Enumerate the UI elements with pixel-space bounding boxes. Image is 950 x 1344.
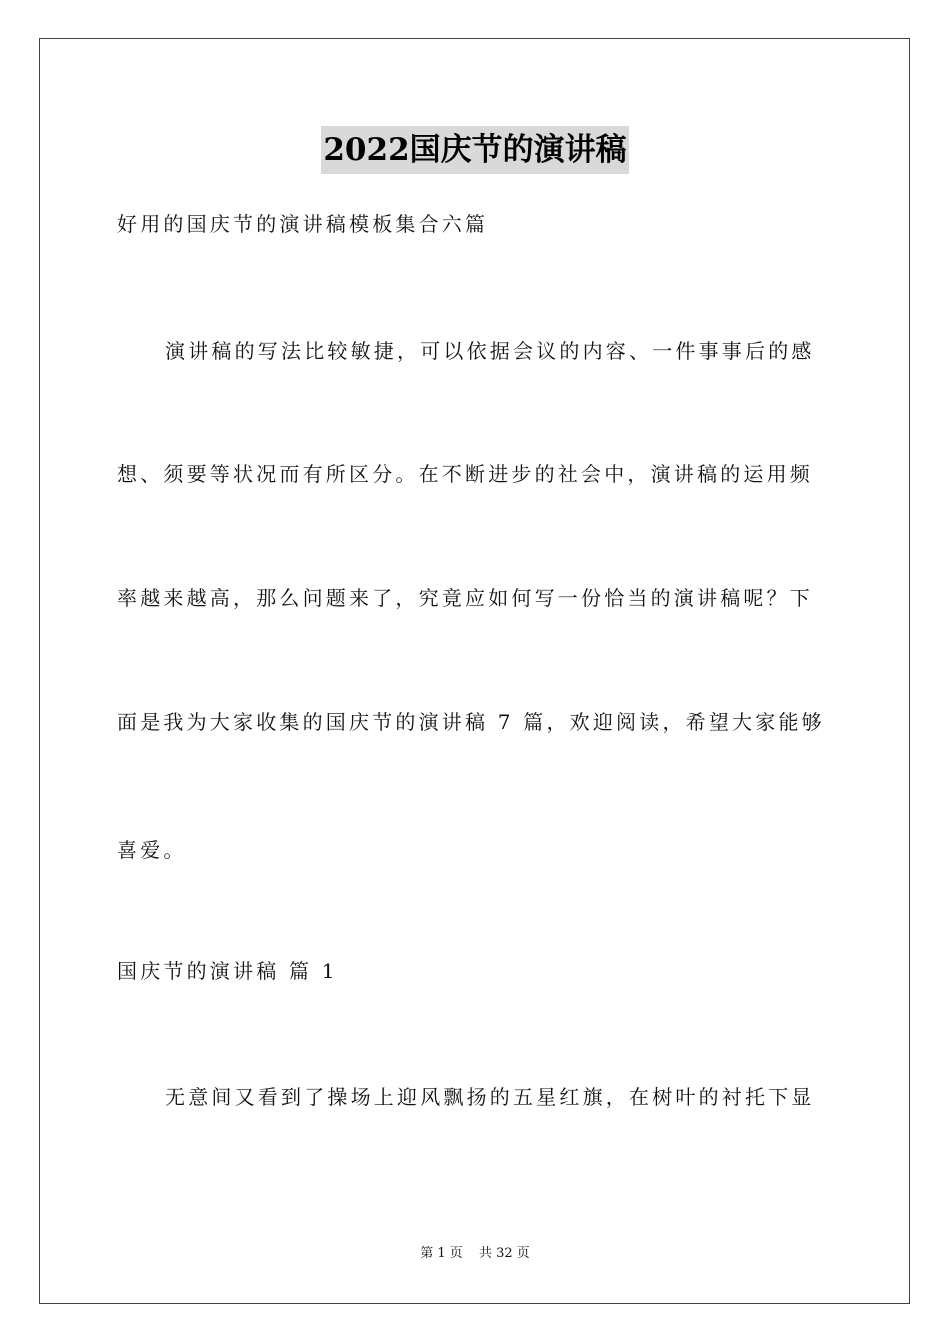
page-number-total: 共 32 页 <box>478 1246 530 1261</box>
intro-line-5: 喜爱。 <box>117 838 187 862</box>
intro-line-1: 演讲稿的写法比较敏捷，可以依据会议的内容、一件事事后的感 <box>165 339 815 363</box>
document-subtitle: 好用的国庆节的演讲稿模板集合六篇 <box>117 212 489 236</box>
title-container <box>0 126 950 174</box>
intro-line-3: 率越来越高，那么问题来了，究竟应如何写一份恰当的演讲稿呢？下 <box>117 586 813 610</box>
section-heading: 国庆节的演讲稿 篇 1 <box>117 959 338 983</box>
page-number-current: 第 1 页 <box>420 1246 463 1261</box>
section-first-line: 无意间又看到了操场上迎风飘扬的五星红旗，在树叶的衬托下显 <box>165 1085 815 1109</box>
page-footer <box>0 1245 950 1263</box>
intro-line-4: 面是我为大家收集的国庆节的演讲稿 7 篇，欢迎阅读，希望大家能够 <box>117 710 825 734</box>
document-title: 2022国庆节的演讲稿 <box>321 126 628 174</box>
intro-line-2: 想、须要等状况而有所区分。在不断进步的社会中，演讲稿的运用频 <box>117 462 813 486</box>
